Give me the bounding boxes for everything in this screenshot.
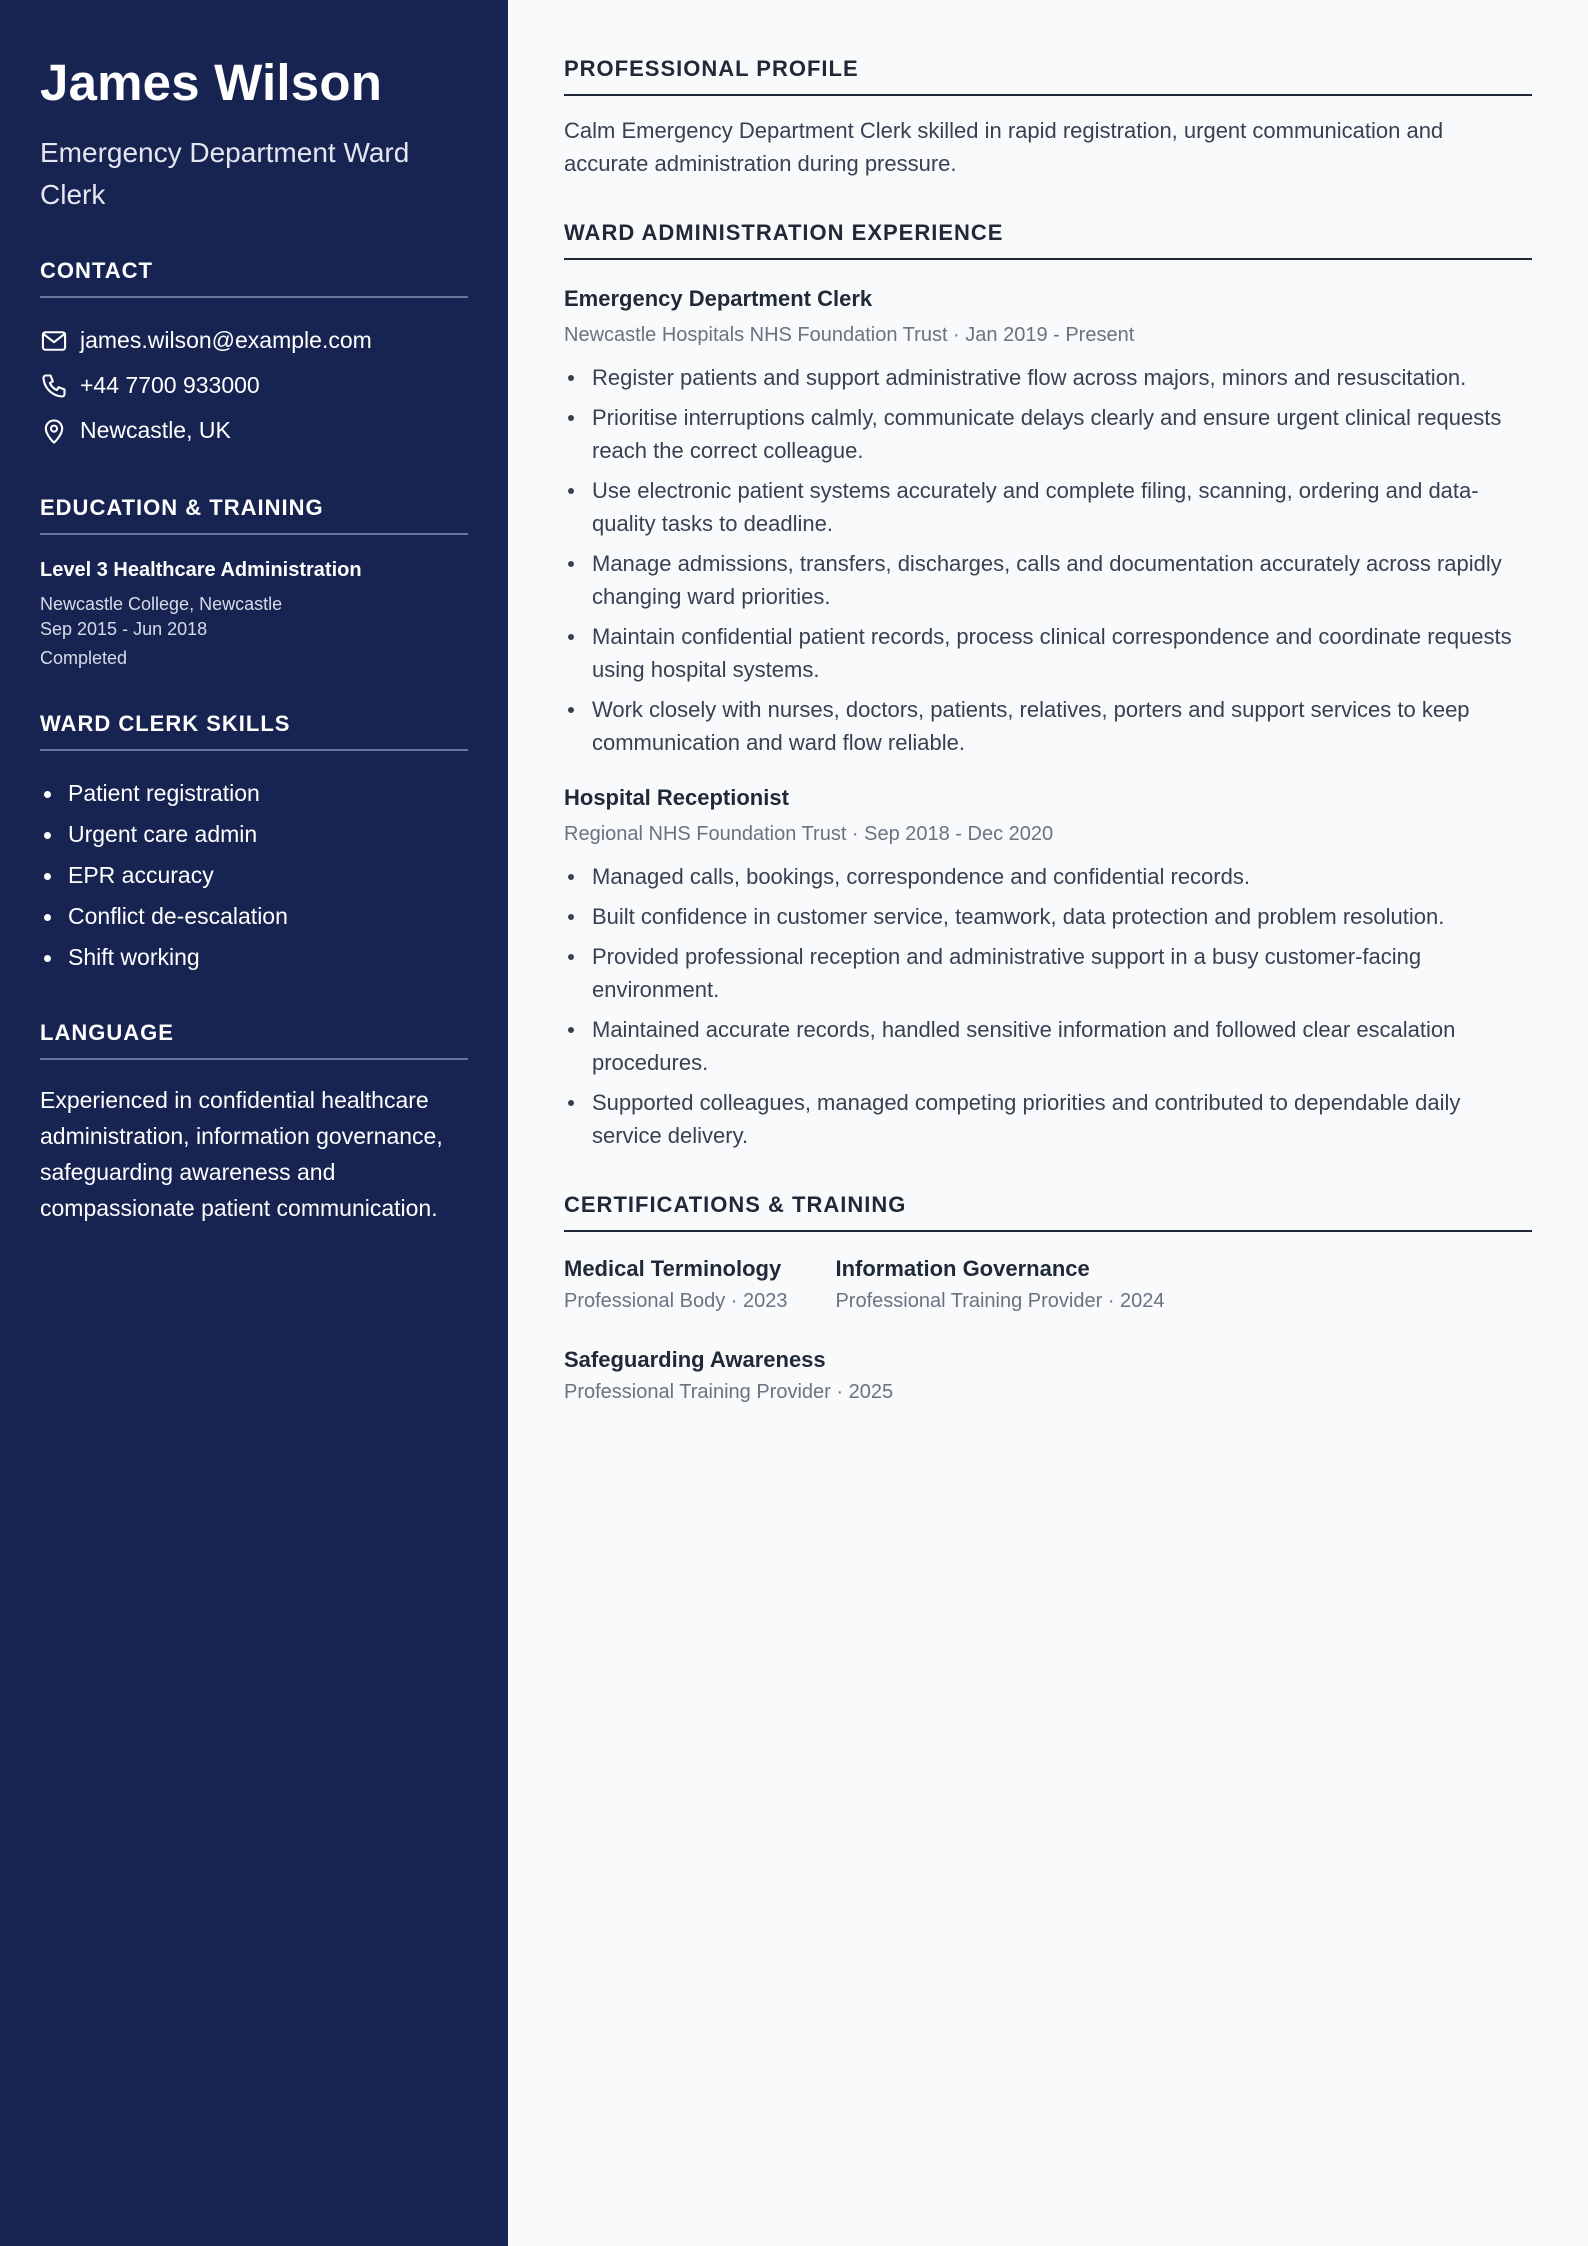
certification-meta: Professional Training Provider · 2025 (564, 1381, 894, 1403)
phone-icon (40, 372, 68, 400)
job-entry (564, 785, 1532, 1152)
job-meta: Regional NHS Foundation Trust · Sep 2018 - Dec 2020 (564, 823, 1054, 845)
job-meta: Newcastle Hospitals NHS Foundation Trust · Jan 2019 - Present (564, 324, 1135, 346)
education-school: Newcastle College, Newcastle (40, 594, 283, 614)
contact-phone-row[interactable] (40, 363, 468, 408)
sidebar (0, 0, 508, 2246)
job-bullets (564, 361, 1532, 759)
education-heading: EDUCATION & TRAINING (40, 495, 468, 535)
education-status: Completed (40, 648, 128, 668)
mail-icon (40, 327, 68, 355)
certifications-list (564, 1256, 1532, 1438)
skill-item: EPR accuracy (40, 855, 468, 896)
location-pin-icon (40, 417, 68, 445)
certification-item (835, 1256, 1164, 1313)
job-bullet: Provided professional reception and administrative support in a busy customer-facing environment. (564, 940, 1532, 1006)
candidate-name: James Wilson (40, 54, 383, 111)
language-heading: LANGUAGE (40, 1020, 468, 1060)
certification-meta: Professional Body · 2023 (564, 1290, 788, 1312)
candidate-headline: Emergency Department Ward Clerk (40, 137, 410, 210)
skills-list (40, 773, 468, 978)
skill-item: Conflict de-escalation (40, 896, 468, 937)
job-title: Emergency Department Clerk (564, 286, 873, 311)
job-bullet: Prioritise interruptions calmly, communicate delays clearly and ensure urgent clinical requests reach the correct colleague. (564, 401, 1532, 467)
profile-text: Calm Emergency Department Clerk skilled in rapid registration, urgent communication and accurate administration during pressure. (564, 118, 1444, 176)
skill-item: Shift working (40, 937, 468, 978)
certification-name: Medical Terminology (564, 1256, 782, 1281)
profile-heading: PROFESSIONAL PROFILE (564, 56, 1532, 96)
job-bullet: Built confidence in customer service, teamwork, data protection and problem resolution. (564, 900, 1532, 933)
contact-section (40, 258, 468, 453)
skill-item: Patient registration (40, 773, 468, 814)
job-bullet: Maintain confidential patient records, process clinical correspondence and coordinate requests using hospital systems. (564, 620, 1532, 686)
job-bullet: Use electronic patient systems accurately and complete filing, scanning, ordering and data-quality tasks to deadline. (564, 474, 1532, 540)
experience-section (564, 220, 1532, 1152)
certification-meta: Professional Training Provider · 2024 (835, 1290, 1165, 1312)
job-bullet: Manage admissions, transfers, discharges, calls and documentation accurately across rapidly changing ward priorities. (564, 547, 1532, 613)
language-section (40, 1020, 468, 1226)
skills-heading: WARD CLERK SKILLS (40, 711, 468, 751)
job-bullets (564, 860, 1532, 1152)
contact-location: Newcastle, UK (80, 417, 231, 443)
contact-email[interactable]: james.wilson@example.com (80, 327, 372, 353)
certification-name: Information Governance (835, 1256, 1090, 1281)
contact-location-row (40, 408, 468, 453)
job-bullet: Work closely with nurses, doctors, patients, relatives, porters and support services to keep communication and ward flow reliable. (564, 693, 1532, 759)
education-section (40, 495, 468, 669)
main-content (508, 0, 1588, 2246)
contact-phone[interactable]: +44 7700 933000 (80, 372, 260, 398)
job-bullet: Register patients and support administrative flow across majors, minors and resuscitation. (564, 361, 1532, 394)
experience-heading: WARD ADMINISTRATION EXPERIENCE (564, 220, 1532, 260)
certification-item (564, 1347, 1484, 1404)
contact-heading: CONTACT (40, 258, 468, 298)
profile-section (564, 56, 1532, 180)
certifications-section (564, 1192, 1532, 1438)
contact-email-row[interactable] (40, 318, 468, 363)
education-dates: Sep 2015 - Jun 2018 (40, 619, 208, 639)
skills-section (40, 711, 468, 978)
skill-item: Urgent care admin (40, 814, 468, 855)
job-bullet: Managed calls, bookings, correspondence and confidential records. (564, 860, 1532, 893)
certification-item (564, 1256, 787, 1313)
education-degree: Level 3 Healthcare Administration (40, 559, 362, 581)
contact-list (40, 318, 468, 453)
job-bullet: Maintained accurate records, handled sensitive information and followed clear escalation procedures. (564, 1013, 1532, 1079)
language-text: Experienced in confidential healthcare administration, information governance, safeguarding awareness and compassionate patient communication. (40, 1087, 443, 1221)
certifications-heading: CERTIFICATIONS & TRAINING (564, 1192, 1532, 1232)
job-title: Hospital Receptionist (564, 785, 789, 810)
certification-name: Safeguarding Awareness (564, 1347, 826, 1372)
job-bullet: Supported colleagues, managed competing priorities and contributed to dependable daily service delivery. (564, 1086, 1532, 1152)
job-entry (564, 286, 1532, 759)
